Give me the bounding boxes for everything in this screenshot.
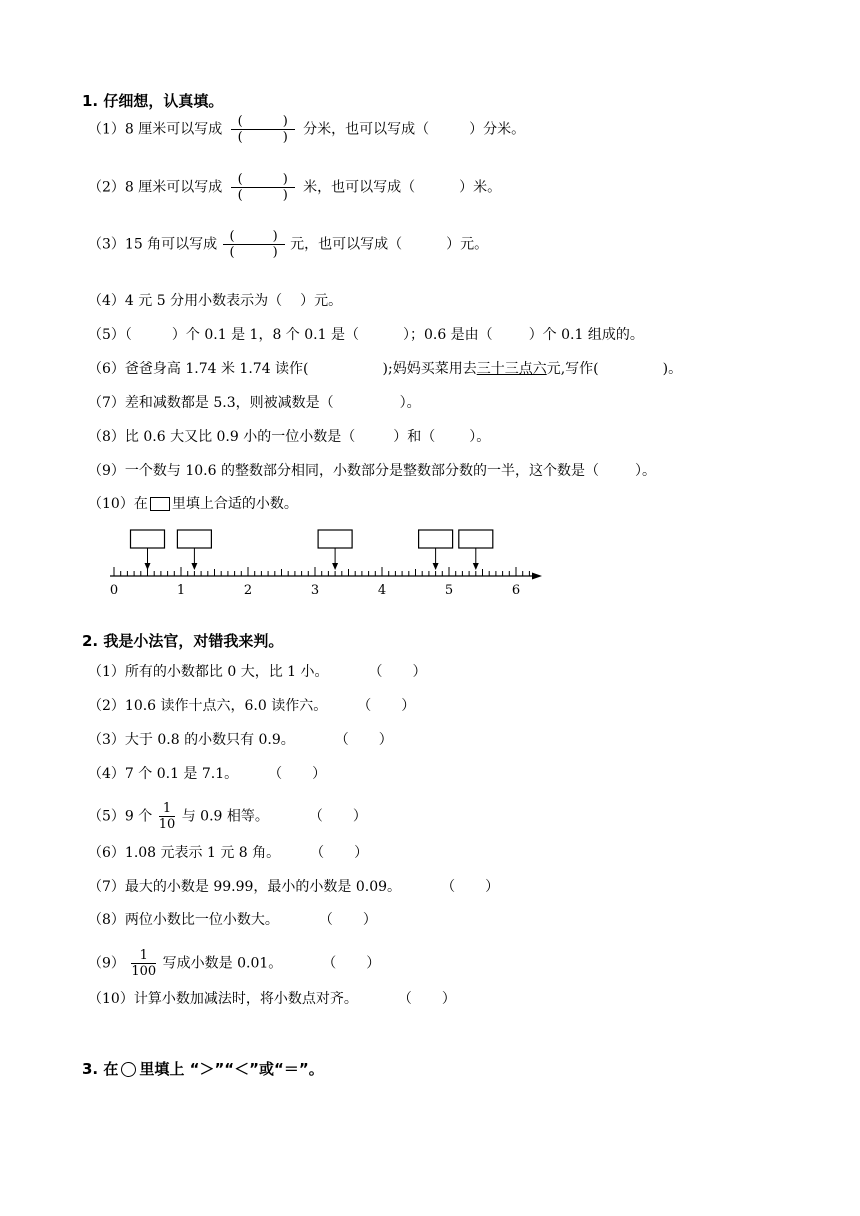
s1-q3-text-a: （3）15 角可以写成 [88,236,218,253]
s2-q7: （7）最大的小数是 99.99，最小的小数是 0.09。 （ ） [88,879,500,895]
s1-q9-text-b: ）。 [634,463,656,479]
square-box-icon [150,497,170,511]
number-line-label: 1 [176,583,186,598]
answer-arrowhead-icon [433,563,439,570]
s1-q3-fraction: $\frac{( )}{( )}$ [223,229,285,260]
s1-q7-text-b: ）。 [399,395,421,411]
number-line-label: 2 [243,583,253,598]
s2-q2-text: （2）10.6 读作十点六，6.0 读作六。 [88,698,328,714]
s2-q5: （5）9 个 $\frac{1}{10}$ 与 0.9 相等。 （ ） [88,801,367,832]
s1-q1-text-a: （1）8 厘米可以写成 [88,121,223,138]
s2-q6-text: （6）1.08 元表示 1 元 8 角。 [88,845,281,861]
s1-q1-text-c: ）分米。 [469,121,526,138]
s2-q3: （3）大于 0.8 的小数只有 0.9。 （ ） [88,732,393,748]
s1-q5-text-a: （5）（ [88,327,132,343]
s2-q1-text: （1）所有的小数都比 0 大，比 1 小。 [88,664,329,680]
s1-q2 [88,172,501,203]
s1-q2-text-b: 米，也可以写成（ [303,179,416,196]
s1-q3 [88,229,488,260]
s1-q6-text-a: （6）爸爸身高 1.74 米 1.74 读作( [88,361,309,377]
s1-q6-text-d: )。 [662,361,683,377]
s2-q5-text-a: （5）9 个 [88,808,153,825]
s1-q5-text-c: ）；0.6 是由（ [402,327,493,343]
answer-arrowhead-icon [145,563,151,570]
answer-box[interactable] [419,530,453,548]
s1-q8 [88,427,490,447]
answer-arrowhead-icon [473,563,479,570]
section-3-title: 3. 在 里填上 “＞”“＜”或“＝”。 [82,1060,324,1078]
answer-arrowhead-icon [191,563,197,570]
s1-q10 [88,494,298,514]
s1-q4-text-b: ）元。 [300,293,343,309]
s1-q6-text-c: 元,写作( [546,361,599,377]
s2-q5-text-b: 与 0.9 相等。 [181,808,269,825]
s2-q8: （8）两位小数比一位小数大。 （ ） [88,912,377,928]
s2-q10-text: （10）计算小数加减法时，将小数点对齐。 [88,991,358,1007]
s1-q4-text-a: （4）4 元 5 分用小数表示为（ [88,293,283,309]
s1-q5-text-b: ）个 0.1 是 1，8 个 0.1 是（ [171,327,359,343]
s1-q6-text-b: );妈妈买菜用去 [382,361,477,377]
answer-box[interactable] [131,530,165,548]
s2-q10: （10）计算小数加减法时，将小数点对齐。 （ ） [88,991,456,1007]
s2-q9-text-a: （9） [88,955,125,972]
s2-q1: （1）所有的小数都比 0 大，比 1 小。 （ ） [88,664,427,680]
s2-q8-text: （8）两位小数比一位小数大。 [88,912,279,928]
s2-q2: （2）10.6 读作十点六，6.0 读作六。 （ ） [88,698,416,714]
s1-q3-text-b: 元，也可以写成（ [290,236,403,253]
answer-box[interactable] [177,530,211,548]
s1-q1-text-b: 分米，也可以写成（ [303,121,430,138]
s1-q5 [88,325,644,345]
s1-q10-text-b: 里填上合适的小数。 [171,496,298,512]
s1-q8-text-c: ）。 [469,429,491,445]
s1-q10-text-a: （10）在 [88,496,148,512]
answer-box[interactable] [318,530,352,548]
s2-q7-text: （7）最大的小数是 99.99，最小的小数是 0.09。 [88,879,402,895]
number-line-label: 3 [310,583,320,598]
s1-q2-fraction: $\frac{( )}{( )}$ [231,172,295,203]
s1-q4 [88,291,342,311]
circle-icon [121,1062,136,1077]
s2-q6: （6）1.08 元表示 1 元 8 角。 （ ） [88,845,369,861]
s1-q5-text-d: ）个 0.1 组成的。 [528,327,644,343]
number-line-label: 4 [377,583,387,598]
s1-q2-text-c: ）米。 [459,179,502,196]
s1-q3-text-c: ）元。 [446,236,489,253]
s2-q4: （4）7 个 0.1 是 7.1。 （ ） [88,766,327,782]
number-line [100,522,550,602]
s2-q5-fraction: $\frac{1}{10}$ [158,801,176,832]
s1-q6-underlined: 三十三点六 [476,361,547,377]
s1-q6 [88,359,682,379]
s1-q7-text-a: （7）差和减数都是 5.3，则被减数是（ [88,395,334,411]
s1-q8-text-a: （8）比 0.6 大又比 0.9 小的一位小数是（ [88,429,356,445]
s2-q9-text-b: 写成小数是 0.01。 [162,955,283,972]
s2-q9: （9） $\frac{1}{100}$ 写成小数是 0.01。 （ ） [88,948,381,979]
s2-q9-fraction: $\frac{1}{100}$ [131,948,157,979]
section-1-title: 1. 仔细想，认真填。 [82,92,224,110]
s2-q3-text: （3）大于 0.8 的小数只有 0.9。 [88,732,295,748]
s1-q1-fraction: $\frac{( )}{( )}$ [231,114,295,145]
s1-q2-text-a: （2）8 厘米可以写成 [88,179,223,196]
answer-arrowhead-icon [332,563,338,570]
number-line-arrow-icon [532,573,542,580]
answer-box[interactable] [459,530,493,548]
s1-q1 [88,114,525,145]
s1-q9-text-a: （9）一个数与 10.6 的整数部分相同，小数部分是整数部分数的一半，这个数是（ [88,463,599,479]
number-line-label: 6 [511,583,521,598]
number-line-label: 5 [444,583,454,598]
number-line-label: 0 [109,583,119,598]
s1-q8-text-b: ）和（ [393,429,436,445]
s2-q4-text: （4）7 个 0.1 是 7.1。 [88,766,239,782]
section-2-title: 2. 我是小法官，对错我来判。 [82,632,284,650]
s1-q9 [88,461,656,481]
s1-q7 [88,393,421,413]
